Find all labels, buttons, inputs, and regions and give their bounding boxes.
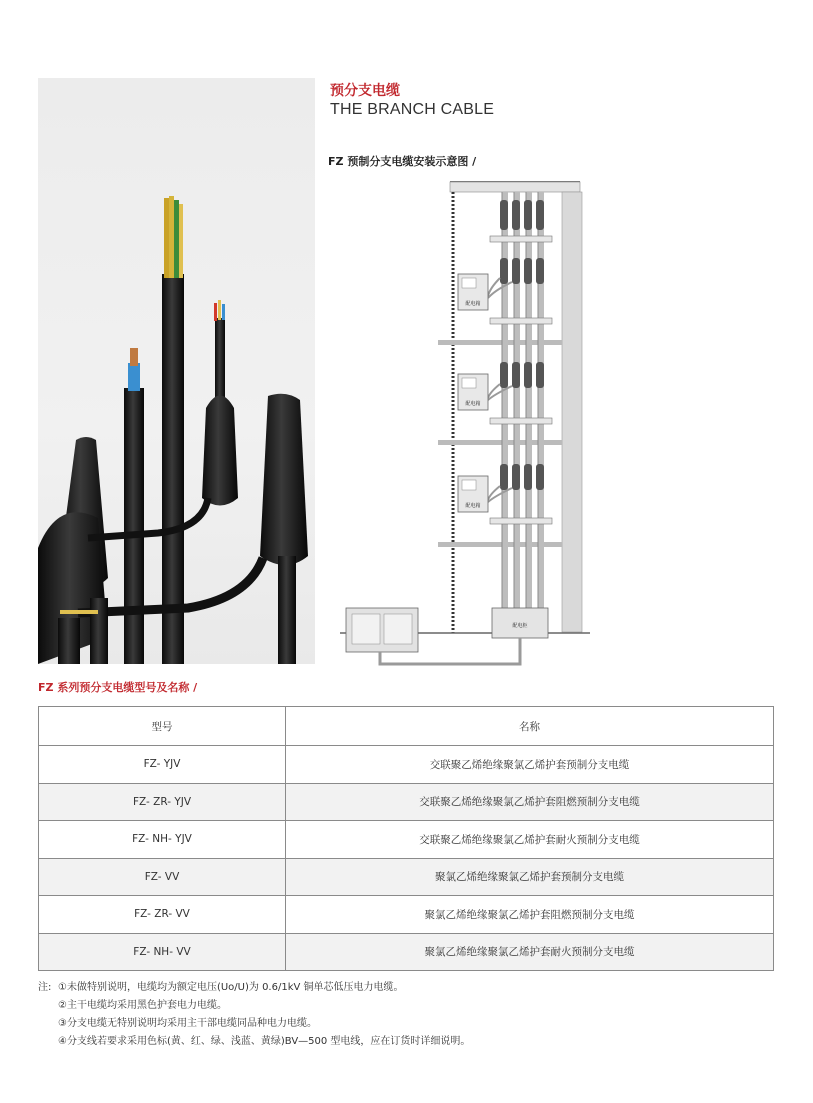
- model-table: [38, 706, 774, 971]
- model-cell: FZ- ZR- VV: [39, 896, 286, 934]
- name-cell: 聚氯乙烯绝缘聚氯乙烯护套阻燃预制分支电缆: [286, 896, 774, 934]
- product-photo: [38, 78, 315, 664]
- ground-distribution-cabinet: [492, 608, 548, 638]
- name-cell: 交联聚乙烯绝缘聚氯乙烯护套耐火预制分支电缆: [286, 821, 774, 859]
- column-header-name: 名称: [286, 707, 774, 746]
- table-row: [39, 783, 774, 821]
- page-title-cn: 预分支电缆: [330, 83, 400, 99]
- notes-lead: 注:: [38, 982, 52, 993]
- model-cell: FZ- NH- YJV: [39, 821, 286, 859]
- diagram-title: FZ 预制分支电缆安装示意图 /: [328, 155, 477, 168]
- model-cell: FZ- ZR- YJV: [39, 783, 286, 821]
- installation-diagram: [340, 178, 590, 668]
- name-cell: 聚氯乙烯绝缘聚氯乙烯护套预制分支电缆: [286, 858, 774, 896]
- distribution-box-1: [458, 274, 488, 310]
- note-text: ②主干电缆均采用黑色护套电力电缆。: [58, 1000, 227, 1011]
- distribution-box-label: 配电箱: [465, 301, 481, 307]
- model-cell: FZ- NH- VV: [39, 933, 286, 971]
- note-text: ①未做特别说明，电缆均为额定电压(Uo/U)为 0.6/1kV 铜单芯低压电力电缆。: [58, 982, 404, 993]
- distribution-box-2: [458, 374, 488, 410]
- table-row: [39, 858, 774, 896]
- note-text: ③分支电缆无特别说明均采用主干部电缆同品种电力电缆。: [58, 1018, 317, 1029]
- column-header-model: 型号: [39, 707, 286, 746]
- page-title-en: THE BRANCH CABLE: [330, 101, 495, 118]
- table-row: [39, 933, 774, 971]
- table-row: [39, 821, 774, 859]
- note-item: [38, 997, 470, 1015]
- branch-cable-illustration: [38, 78, 315, 664]
- model-cell: FZ- YJV: [39, 746, 286, 784]
- distribution-box-label: 配电箱: [465, 401, 481, 407]
- ground-box-label: 配电柜: [512, 623, 528, 629]
- distribution-box-label: 配电箱: [465, 503, 481, 509]
- name-cell: 交联聚乙烯绝缘聚氯乙烯护套预制分支电缆: [286, 746, 774, 784]
- name-cell: 交联聚乙烯绝缘聚氯乙烯护套阻燃预制分支电缆: [286, 783, 774, 821]
- table-row: [39, 896, 774, 934]
- note-item: [38, 1015, 470, 1033]
- distribution-box-3: [458, 476, 488, 512]
- note-item: [38, 979, 470, 997]
- note-item: [38, 1033, 470, 1051]
- installation-diagram-svg: [340, 178, 590, 668]
- name-cell: 聚氯乙烯绝缘聚氯乙烯护套耐火预制分支电缆: [286, 933, 774, 971]
- table-title: FZ 系列预分支电缆型号及名称 /: [38, 681, 198, 694]
- notes: [38, 979, 470, 1051]
- table-header-row: [39, 707, 774, 746]
- model-cell: FZ- VV: [39, 858, 286, 896]
- note-text: ④分支线若要求采用色标(黄、红、绿、浅蓝、黄绿)BV—500 型电线，应在订货时详细说明。: [58, 1036, 471, 1047]
- table-row: [39, 746, 774, 784]
